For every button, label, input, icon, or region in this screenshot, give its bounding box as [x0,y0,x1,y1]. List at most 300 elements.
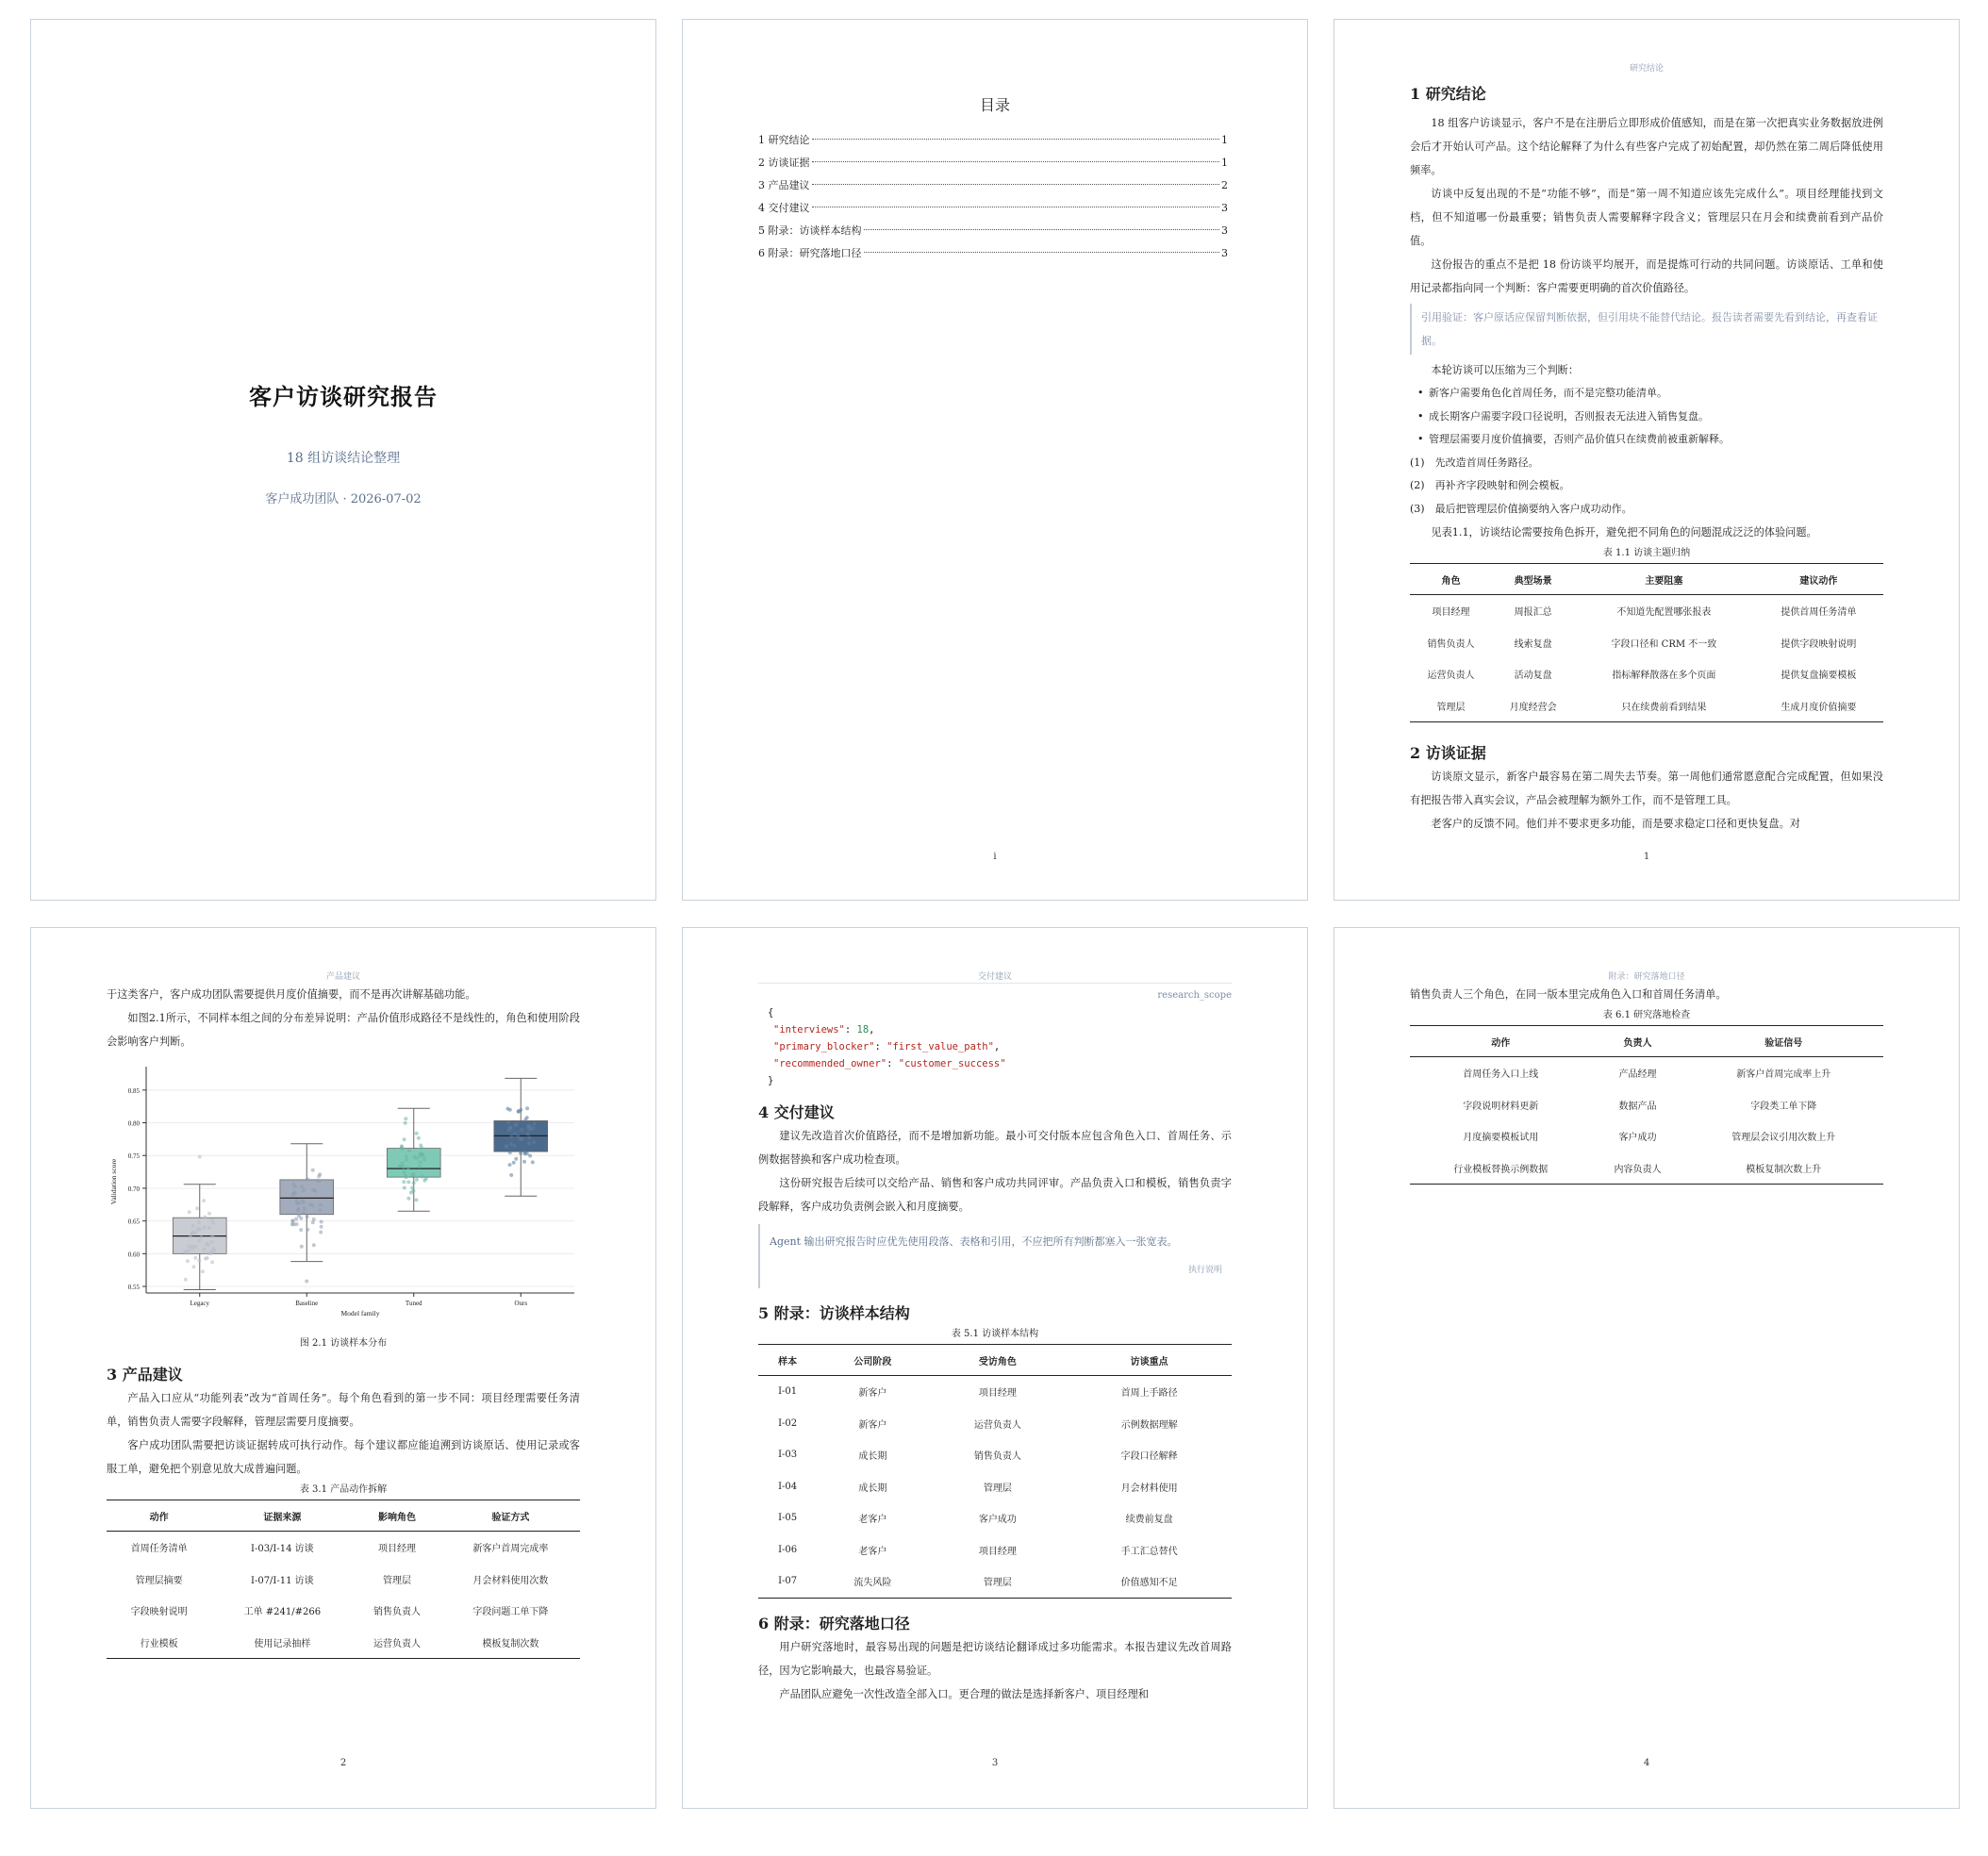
data-point [196,1227,200,1231]
table-header: 验证信号 [1684,1026,1883,1057]
paragraph: 18 组客户访谈显示，客户不是在注册后立即形成价值感知，而是在第一次把真实业务数据放进例会后才开始认可产品。这个结论解释了为什么有些客户完成了初始配置，却仍然在第二周后降低使用频率。 [1410,117,1883,176]
table-cell: 提供字段映射说明 [1781,638,1857,650]
table-row [1410,658,1883,690]
table-cell: 客户成功 [978,1515,1017,1526]
code-key: "primary_blocker" [773,1041,875,1052]
code-value: 18 [856,1024,870,1036]
page-3-body [758,983,1232,1770]
table-header: 建议动作 [1754,564,1883,595]
data-point [306,1228,309,1232]
table-cell: I-06 [778,1544,798,1555]
y-tick-label: 0.85 [127,1086,140,1095]
table-cell: 新客户首周完成率 [472,1544,549,1555]
data-point [509,1127,513,1131]
table-header: 影响角色 [353,1500,440,1532]
toc-title: 目录 [979,96,1010,114]
table-cell: 字段类工单下降 [1750,1101,1817,1112]
data-point [311,1168,315,1172]
table-caption: 表 3.1 产品动作拆解 [299,1484,388,1495]
report-title: 客户访谈研究报告 [249,383,438,410]
table-cell: 使用记录抽样 [211,1627,353,1659]
table-cell: 月度摘要模板试用 [1463,1133,1539,1144]
y-tick-label: 0.60 [127,1251,140,1259]
data-point [197,1259,201,1263]
table-header: 动作 [1410,1026,1591,1057]
toc-entry[interactable] [758,174,1228,197]
data-point [514,1123,518,1127]
table-header: 访谈重点 [1067,1345,1232,1376]
table-row [107,1595,580,1627]
toc-entry-page: 2 [1221,179,1228,191]
data-point [520,1128,523,1132]
paragraph: 用户研究落地时，最容易出现的问题是把访谈结论翻译成过多功能需求。本报告建议先改首周路径，因为它影响最大，也最容易验证。 [758,1640,1232,1677]
data-point [202,1248,206,1251]
numbered-item: (1) 先改造首周任务路径。 [1410,456,1539,469]
table-header: 受访角色 [929,1345,1068,1376]
data-point [301,1199,305,1202]
table-cell: 周报汇总 [1514,607,1552,619]
x-tick-label: Ours [514,1300,528,1307]
data-point [317,1174,321,1178]
data-point [506,1120,510,1124]
data-point [291,1183,295,1186]
y-tick-label: 0.55 [127,1284,140,1292]
data-point [319,1231,323,1235]
table-row [758,1534,1232,1566]
data-point [521,1136,524,1140]
data-point [516,1135,520,1138]
data-point [300,1245,304,1249]
data-point [402,1180,406,1184]
data-point [306,1177,309,1181]
paragraph: 产品入口应从“功能列表”改为“首周任务”。每个角色看到的第一步不同：项目经理需要任务清单，销售负责人需要字段解释，管理层需要月度摘要。 [107,1392,580,1428]
paragraph: 见表1.1，访谈结论需要按角色拆开，避免把不同角色的问题混成泛泛的体验问题。 [1431,526,1817,539]
running-head: 附录：研究落地口径 [1608,972,1685,982]
code-line: "primary_blocker": "first_value_path", [773,1041,1001,1052]
table-cell: 项目经理 [978,1546,1017,1557]
paragraph: 销售负责人三个角色，在同一版本里完成角色入口和首周任务清单。 [1410,988,1727,1001]
table-cell: I-04 [778,1481,798,1492]
paragraph: 访谈原文显示，新客户最容易在第二周失去节奏。第一周他们通常愿意配合完成配置，但如果没有把报告带入真实会议，产品会被理解为额外工作，而不是管理工具。 [1410,771,1883,806]
table-cell: 流失风险 [817,1566,928,1598]
outlier-point [198,1155,202,1159]
data-point [417,1136,421,1140]
table-cell: 内容负责人 [1591,1152,1683,1185]
toc-leader [864,252,1220,253]
data-point [318,1209,322,1213]
toc-entry-page: 3 [1221,202,1228,214]
data-point [531,1160,535,1164]
table-cell: 运营负责人 [1427,671,1475,682]
data-point [528,1154,532,1158]
running-head: 交付建议 [977,972,1012,982]
table-row [1410,627,1883,659]
toc-leader [812,139,1220,140]
numbered-item: (2) 再补齐字段映射和例会模板。 [1410,479,1570,491]
data-point [303,1206,306,1210]
toc-entry-label: 5 附录：访谈样本结构 [758,224,862,237]
table-cell: 示例数据理解 [1120,1419,1178,1431]
data-point [525,1106,529,1110]
data-point [405,1154,408,1158]
table-header: 动作 [107,1500,211,1532]
table-row [107,1532,580,1564]
table-cell: 数据产品 [1618,1101,1657,1112]
table-cell: 成长期 [858,1451,887,1463]
data-point [405,1175,408,1179]
data-point [512,1161,516,1165]
page-cover [30,19,656,901]
table-cell: 价值感知不足 [1067,1566,1232,1598]
table-cell: 只在续费前看到结果 [1574,690,1754,722]
table-cell: I-07/I-11 访谈 [251,1575,314,1586]
data-point [319,1202,323,1206]
table-cell: 新客户 [858,1419,887,1431]
code-line: "recommended_owner": "customer_success" [773,1058,1006,1069]
toc-leader [812,184,1220,185]
data-point [210,1218,214,1222]
code-line: "interviews": 18, [773,1024,875,1036]
numbered-item: (3) 最后把管理层价值摘要纳入客户成功动作。 [1410,502,1632,515]
y-tick-label: 0.80 [127,1119,140,1128]
toc-entry-page: 3 [1221,247,1228,259]
table-cell: 项目经理 [377,1544,416,1555]
table-cell: 模板复制次数 [441,1627,580,1659]
x-axis-label: Model family [340,1309,380,1317]
table-row [1410,690,1883,722]
page-number: 3 [991,1758,999,1768]
theme-table [1410,563,1883,722]
data-point [299,1217,303,1220]
data-point [420,1146,423,1150]
table-cell: I-02 [778,1417,798,1429]
paragraph: 客户成功团队需要把访谈证据转成可执行动作。每个建议都应能追溯到访谈原话、使用记录或客服工单，避免把个别意见放大成普遍问题。 [107,1439,580,1475]
table-cell: 字段口径和 CRM 不一致 [1611,638,1717,650]
data-point [187,1244,191,1248]
data-point [424,1177,428,1181]
data-point [517,1110,521,1114]
table-header: 公司阶段 [817,1345,928,1376]
data-point [201,1269,205,1273]
table-cell: 首周任务入口上线 [1463,1069,1539,1081]
table-row [1410,1089,1883,1121]
table-cell: 字段映射说明 [130,1607,188,1618]
section-heading: 4 交付建议 [758,1103,835,1121]
table-header: 证据来源 [211,1500,353,1532]
x-tick-label: Tuned [405,1300,422,1307]
table-cell: 老客户 [858,1515,887,1526]
bullet-item: • 新客户需要角色化首周任务，而不是完整功能清单。 [1410,382,1883,406]
data-point [403,1137,406,1141]
table-cell: I-01 [778,1386,798,1398]
table-cell: 字段问题工单下降 [472,1607,549,1618]
data-point [406,1180,410,1184]
page-number: 4 [1643,1758,1650,1768]
paragraph: 本轮访谈可以压缩为三个判断： [1431,364,1580,376]
data-point [311,1204,315,1208]
data-point [514,1157,518,1161]
section-heading: 3 产品建议 [107,1366,183,1384]
toc-entry-label: 3 产品建议 [758,179,810,191]
table-header: 负责人 [1591,1026,1683,1057]
page-number: 2 [340,1758,347,1768]
table-cell: 管理层会议引用次数上升 [1731,1133,1836,1144]
code-key: "interviews" [773,1024,845,1036]
table-row [758,1376,1232,1408]
code-value: "customer_success" [898,1058,1006,1069]
bullet-item: • 成长期客户需要字段口径说明，否则报表无法进入销售复盘。 [1410,406,1883,429]
data-point [207,1212,211,1216]
running-head: 产品建议 [325,972,360,982]
data-point [211,1221,215,1225]
table-cell: 首周任务清单 [130,1544,188,1555]
section-heading: 6 附录：研究落地口径 [758,1614,910,1632]
data-point [197,1239,201,1243]
table-cell: 产品经理 [1618,1069,1657,1081]
table-row [758,1471,1232,1503]
table-cell: 提供复盘摘要模板 [1781,671,1857,682]
table-cell: 不知道先配置哪张报表 [1616,607,1712,619]
y-axis-label: Validation score [109,1158,118,1205]
table-cell: I-03 [778,1450,798,1461]
y-tick-label: 0.65 [127,1218,140,1226]
table-cell: 活动复盘 [1514,671,1552,682]
data-point [297,1201,301,1205]
data-point [206,1256,209,1260]
code-block [758,983,1232,1089]
data-point [292,1222,296,1226]
data-point [402,1165,406,1168]
toc-entry[interactable] [758,220,1228,242]
data-point [312,1243,316,1247]
action-table [107,1500,580,1659]
note-block [758,1224,1232,1288]
table-cell: 项目经理 [1432,607,1470,619]
code-key: "recommended_owner" [773,1058,887,1069]
table-cell: 模板复制次数上升 [1684,1152,1883,1185]
table-cell: 续费前复盘 [1125,1515,1173,1526]
table-row [107,1627,580,1659]
paragraph: 于这类客户，客户成功团队需要提供月度价值摘要，而不是再次讲解基础功能。 [107,988,476,1001]
toc-entry[interactable] [758,242,1228,265]
toc-entry[interactable] [758,129,1228,152]
table-cell: 字段说明材料更新 [1463,1101,1539,1112]
table-cell: 字段口径解释 [1120,1451,1178,1463]
toc-entry-page: 3 [1221,224,1228,237]
note-label: 执行说明 [1187,1266,1222,1275]
table-cell: 月度经营会 [1492,690,1574,722]
data-point [405,1158,408,1162]
data-point [407,1149,411,1152]
data-point [195,1206,199,1210]
table-row [1410,1057,1883,1089]
table-cell: 行业模板 [107,1627,211,1659]
data-point [401,1161,405,1165]
running-head: 研究结论 [1629,64,1664,74]
table-header: 典型场景 [1492,564,1574,595]
data-point [203,1226,207,1230]
data-point [519,1152,522,1155]
report-meta: 客户成功团队 · 2026-07-02 [265,492,422,506]
paragraph: 这份研究报告后续可以交给产品、销售和客户成功共同评审。产品负责入口和模板，销售负责字段解释，客户成功负责例会嵌入和月度摘要。 [758,1177,1232,1213]
data-point [186,1259,190,1263]
paragraph: 建议先改造首次价值路径，而不是增加新功能。最小可交付版本应包含角色入口、首周任务、示例数据替换和客户成功检查项。 [758,1130,1232,1166]
table-row [758,1439,1232,1471]
code-value: "first_value_path" [886,1041,994,1052]
table-header: 样本 [758,1345,817,1376]
toc-entry-label: 2 访谈证据 [758,157,810,169]
data-point [526,1132,530,1135]
paragraph: 产品团队应避免一次性改造全部入口。更合理的做法是选择新客户、项目经理和 [779,1687,1149,1700]
data-point [203,1216,207,1219]
data-point [299,1228,303,1232]
table-cell: 客户成功 [1618,1133,1657,1144]
data-point [404,1117,407,1120]
table-cell: 提供首周任务清单 [1781,607,1857,619]
page-4-body [1410,983,1883,1770]
table-cell: 月会材料使用 [1120,1483,1178,1494]
data-point [293,1191,297,1195]
data-point [209,1251,213,1254]
table-cell: 管理层 [929,1566,1068,1598]
data-point [415,1132,419,1135]
data-point [526,1124,530,1128]
toc-entry[interactable] [758,152,1228,174]
data-point [302,1211,306,1215]
data-point [404,1121,407,1125]
table-row [1410,1152,1883,1185]
data-point [421,1175,424,1179]
page-4 [1334,927,1960,1809]
boxplot-chart [107,1059,582,1333]
data-point [422,1158,426,1162]
table-cell: 运营负责人 [973,1419,1021,1431]
table-row [758,1408,1232,1440]
code-label: research_scope [1157,990,1232,1001]
y-tick-label: 0.75 [127,1152,140,1161]
data-point [508,1108,512,1112]
data-point [513,1132,517,1135]
section-heading: 2 访谈证据 [1410,744,1486,762]
data-point [294,1218,298,1221]
data-point [185,1251,189,1255]
data-point [300,1185,304,1188]
table-cell: 指标解释散落在多个页面 [1612,671,1716,682]
table-cell: I-07 [758,1566,817,1598]
table-cell: 成长期 [858,1483,887,1494]
data-point [306,1215,309,1218]
table-cell: I-03/I-14 访谈 [251,1544,314,1555]
table-header: 角色 [1410,564,1492,595]
data-point [205,1242,208,1246]
table-cell: 手工汇总替代 [1120,1546,1178,1557]
data-point [184,1278,188,1282]
data-point [410,1173,414,1177]
data-point [525,1152,529,1155]
data-point [193,1231,197,1235]
report-subtitle: 18 组访谈结论整理 [286,451,401,466]
page-2 [30,927,656,1809]
data-point [513,1144,517,1148]
data-point [406,1197,410,1201]
data-point [193,1245,197,1249]
table-cell: 销售负责人 [973,1451,1021,1463]
toc-entry-label: 4 交付建议 [758,202,810,214]
table-caption: 表 6.1 研究落地检查 [1602,1010,1691,1020]
x-tick-label: Legacy [190,1300,210,1307]
sample-table [758,1344,1232,1599]
toc-entry[interactable] [758,197,1228,220]
data-point [418,1165,422,1168]
paragraph: 这份报告的重点不是把 18 份访谈平均展开，而是提炼可行动的共同问题。访谈原话、工单和使用记录都指向同一个判断：客户需要更明确的首次价值路径。 [1410,258,1883,294]
data-point [191,1232,194,1235]
data-point [415,1198,419,1201]
data-point [522,1160,526,1164]
data-point [311,1220,315,1224]
data-point [411,1189,415,1193]
table-caption: 表 5.1 访谈样本结构 [951,1329,1039,1339]
data-point [320,1225,323,1229]
landing-check-table [1410,1025,1883,1185]
code-line: } [768,1075,774,1086]
table-header: 主要阻塞 [1574,564,1754,595]
data-point [210,1235,214,1238]
data-point [510,1135,514,1138]
page-3 [682,927,1308,1809]
data-point [311,1188,315,1192]
toc-leader [864,229,1220,230]
data-point [320,1220,323,1224]
data-point [296,1207,300,1211]
table-row [107,1564,580,1596]
table-cell: 老客户 [858,1546,887,1557]
table-row [1410,595,1883,627]
page-toc [682,19,1308,901]
table-cell: 新客户 [858,1388,887,1400]
toc-entry-label: 6 附录：研究落地口径 [758,247,862,259]
table-caption: 表 1.1 访谈主题归纳 [1602,548,1691,558]
bullet-item: • 管理层需要月度价值摘要，否则产品价值只在续费前被重新解释。 [1410,428,1883,452]
section-heading: 5 附录：访谈样本结构 [758,1304,910,1322]
toc-entry-label: 1 研究结论 [758,134,810,146]
data-point [191,1224,194,1228]
table-cell: 线索复盘 [1514,638,1552,650]
toc-list [758,129,1228,265]
data-point [188,1210,191,1214]
toc-leader [812,161,1220,162]
data-point [403,1186,406,1190]
section-heading: 1 研究结论 [1410,85,1486,103]
page-1 [1334,19,1960,901]
data-point [527,1142,531,1146]
data-point [509,1173,513,1177]
data-point [509,1142,513,1146]
table-cell: 行业模板替换示例数据 [1410,1152,1591,1185]
code-line: { [768,1007,774,1019]
data-point [302,1188,306,1192]
x-tick-label: Baseline [295,1300,319,1307]
data-point [191,1265,195,1268]
data-point [398,1165,402,1168]
quote-block: 引用验证：客户原话应保留判断依据，但引用块不能替代结论。报告读者需要先看到结论，再查看证据。 [1410,304,1883,355]
toc-entry-page: 1 [1221,134,1228,146]
data-point [419,1160,422,1164]
data-point [197,1220,201,1224]
data-point [210,1260,214,1264]
table-cell: 销售负责人 [373,1607,421,1618]
page-2-body [107,983,580,1770]
data-point [532,1140,536,1144]
